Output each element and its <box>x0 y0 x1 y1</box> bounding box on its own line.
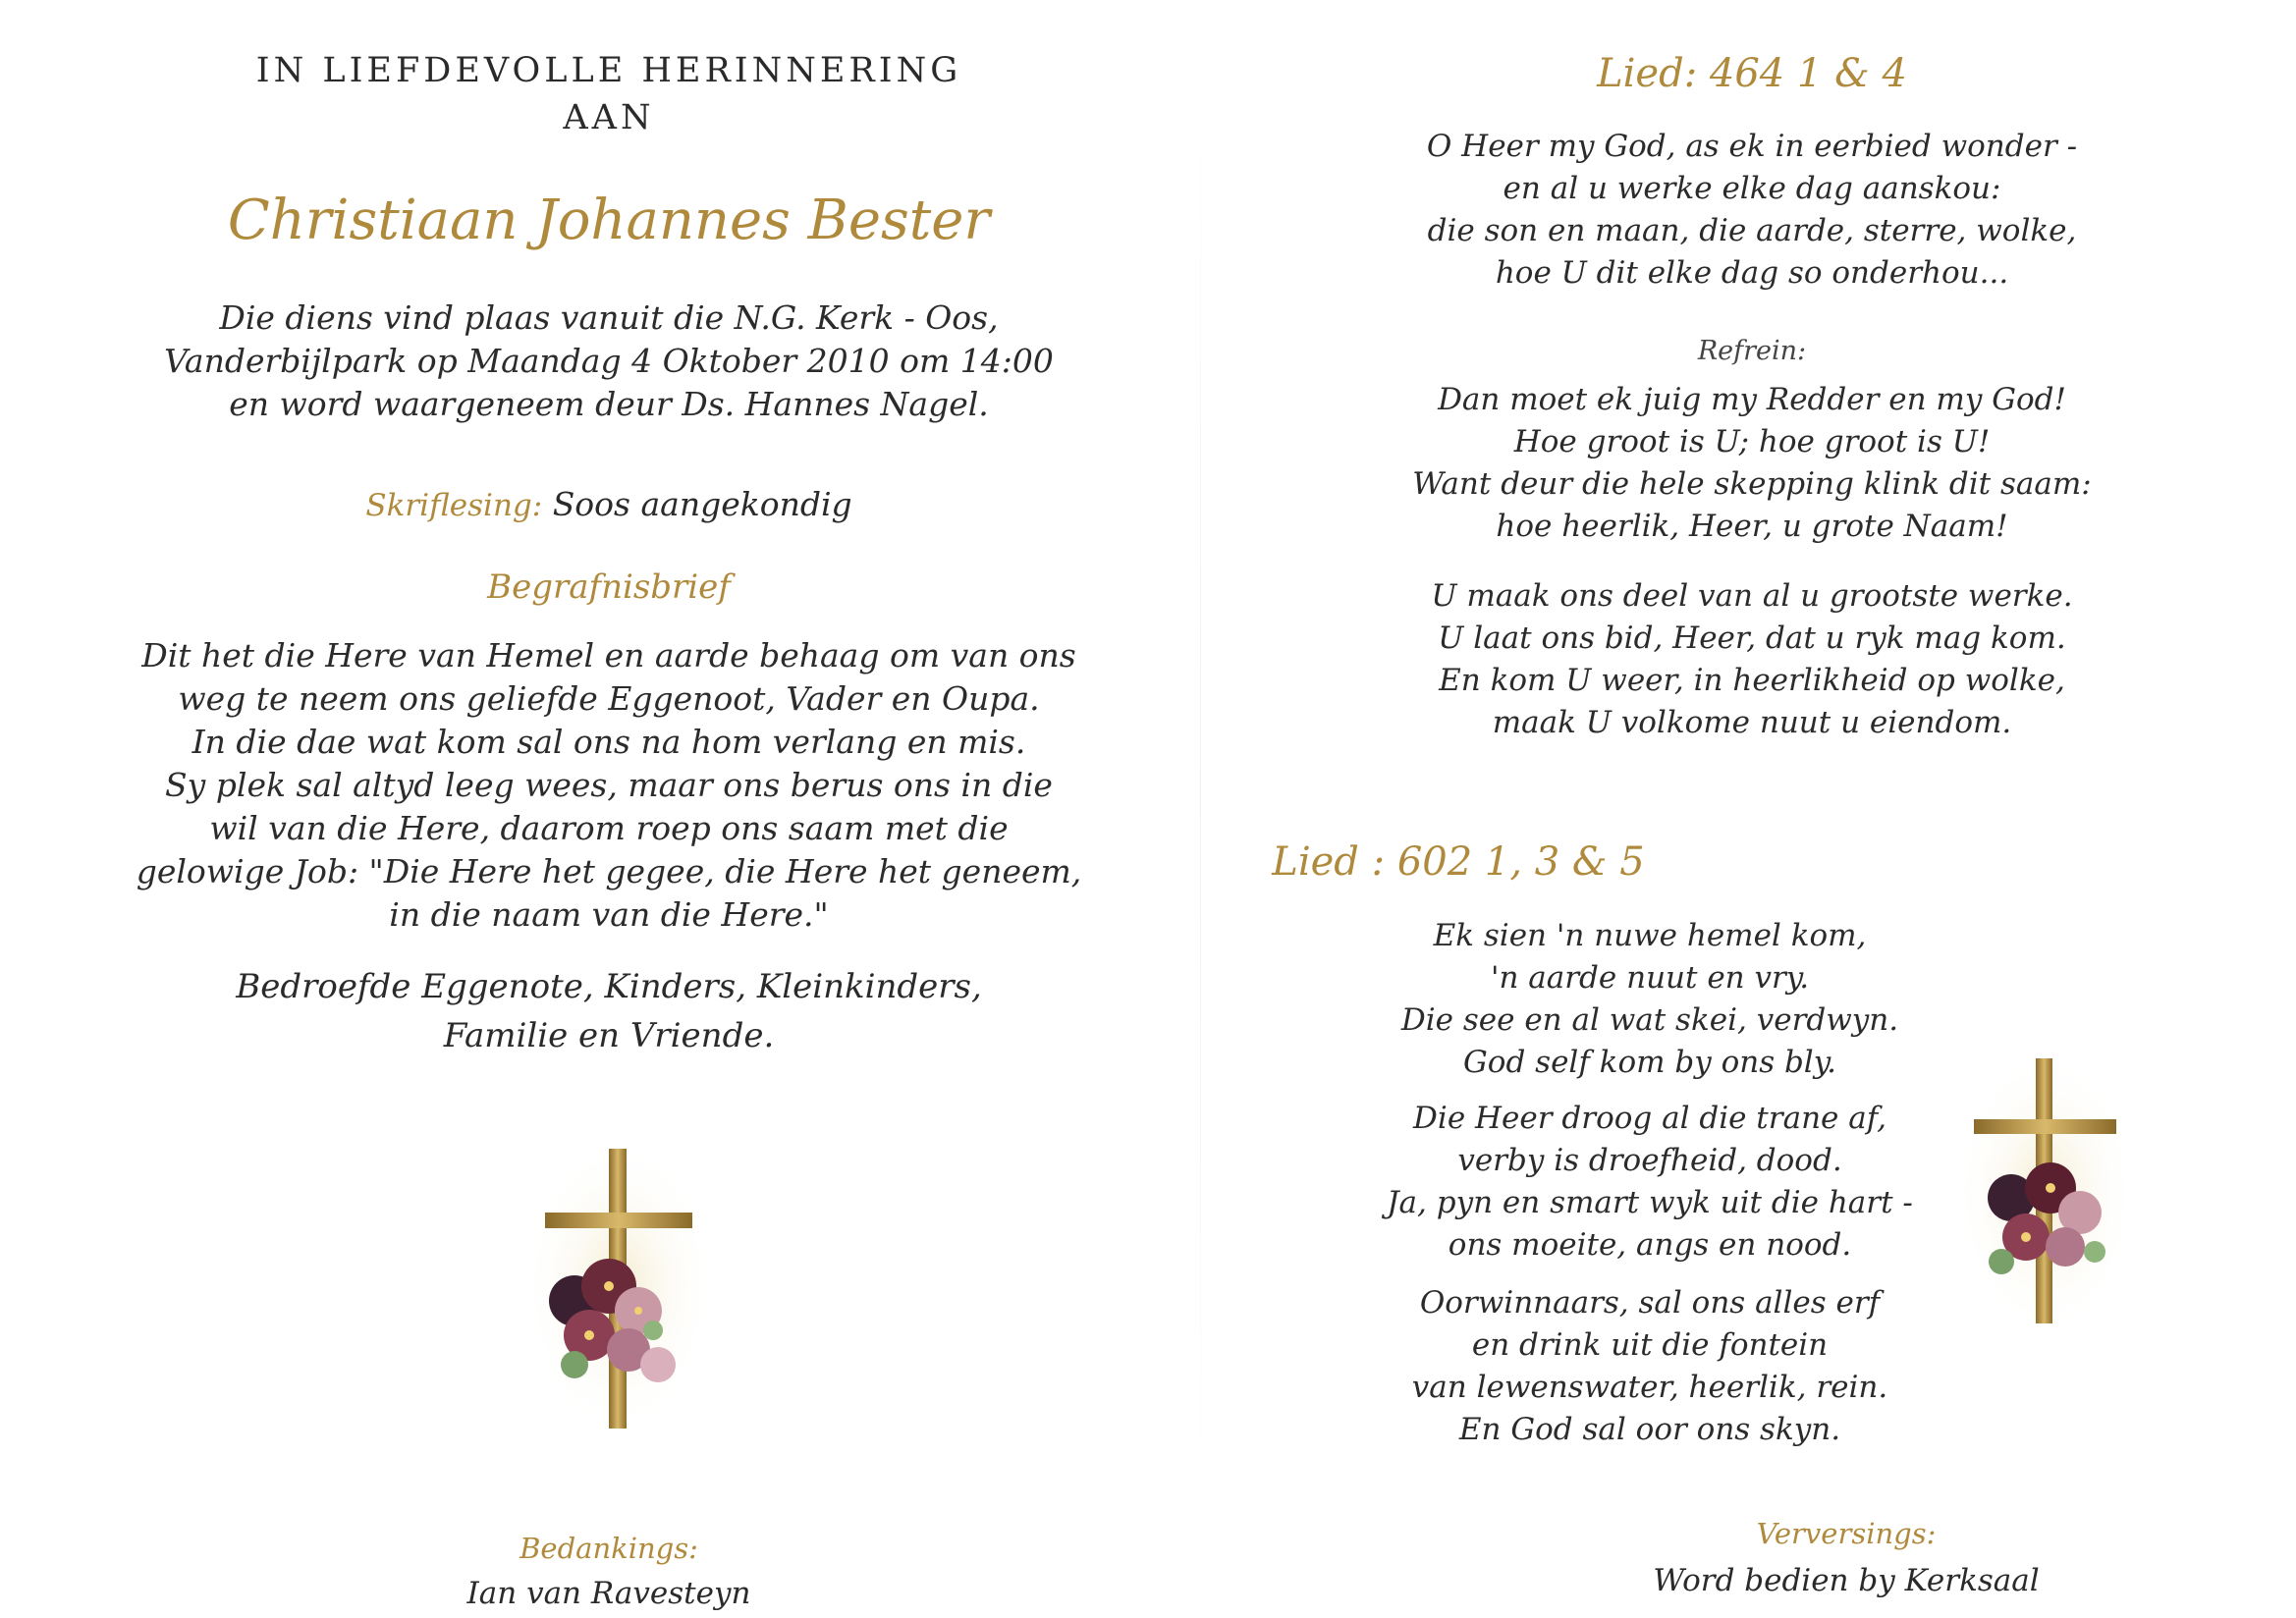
hymn-1-verse-1 <box>1208 126 2296 295</box>
verse-line: Die see en al wat skei, verdwyn. <box>1400 1002 1899 1038</box>
verse-line: verby is droefheid, dood. <box>1457 1143 1842 1178</box>
deceased-name: Christiaan Johannes Bester <box>227 189 991 252</box>
verse-line: Ek sien 'n nuwe hemel kom, <box>1433 918 1867 953</box>
letter-line: In die dae wat kom sal ons na hom verlang en mis. <box>191 723 1026 761</box>
verse-line: 'n aarde nuut en vry. <box>1490 960 1810 996</box>
thanks-label: Bedankings: <box>519 1532 698 1565</box>
verse-line: U maak ons deel van al u grootste werke. <box>1431 578 2073 614</box>
service-details <box>0 297 1218 426</box>
scripture-reading <box>0 485 1218 523</box>
verse-line: Want deur die hele skepping klink dit saam: <box>1412 466 2092 502</box>
service-line: en word waargeneem deur Ds. Hannes Nagel. <box>229 385 989 423</box>
letter-body <box>0 634 1218 937</box>
verse-line: en drink uit die fontein <box>1471 1327 1829 1363</box>
verse-line: Dan moet ek juig my Redder en my God! <box>1438 382 2066 417</box>
verse-line: van lewenswater, heerlik, rein. <box>1411 1370 1888 1405</box>
refreshments-label: Verversings: <box>1756 1517 1937 1550</box>
hymn-1-title: Lied: 464 1 & 4 <box>1597 51 1907 96</box>
scripture-value: Soos aangekondig <box>552 485 852 523</box>
service-line: Die diens vind plaas vanuit die N.G. Kerk - Oos, <box>219 298 999 337</box>
letter-signature <box>0 962 1218 1060</box>
cross-flowers-icon <box>1952 1051 2139 1335</box>
scripture-label: Skriflesing: <box>365 488 543 523</box>
verse-line: En God sal oor ons skyn. <box>1458 1412 1841 1447</box>
hymn-1-verse-4 <box>1208 575 2296 744</box>
thanks-name: Ian van Ravesteyn <box>466 1576 751 1611</box>
verse-line: hoe U dit elke dag so onderhou... <box>1495 255 2009 291</box>
signature-line: Bedroefde Eggenote, Kinders, Kleinkinders, <box>236 967 982 1006</box>
service-line: Vanderbijlpark op Maandag 4 Oktober 2010 om 14:00 <box>164 342 1054 380</box>
verse-line: O Heer my God, as ek in eerbied wonder - <box>1426 129 2078 164</box>
refrain-label: Refrein: <box>1697 336 1807 366</box>
verse-line: Die Heer droog al die trane af, <box>1413 1101 1886 1136</box>
verse-line: U laat ons bid, Heer, dat u ryk mag kom. <box>1438 620 2066 656</box>
letter-line: Dit het die Here van Hemel en aarde behaag om van ons <box>141 636 1076 674</box>
letter-line: weg te neem ons geliefde Eggenoot, Vader en Oupa. <box>178 679 1040 718</box>
verse-line: maak U volkome nuut u eiendom. <box>1492 705 2012 740</box>
verse-line: ons moeite, angs en nood. <box>1448 1227 1852 1263</box>
letter-title: Begrafnisbrief <box>487 567 731 607</box>
verse-line: en al u werke elke dag aanskou: <box>1503 171 2001 206</box>
hymn-1-refrain <box>1208 379 2296 548</box>
verse-line: Hoe groot is U; hoe groot is U! <box>1513 424 1991 459</box>
letter-line: gelowige Job: "Die Here het gegee, die Here het geneem, <box>136 852 1082 890</box>
refreshments-text: Word bedien by Kerksaal <box>1653 1563 2040 1598</box>
letter-line: in die naam van die Here." <box>389 895 829 934</box>
verse-line: Ja, pyn en smart wyk uit die hart - <box>1387 1185 1913 1220</box>
verse-line: God self kom by ons bly. <box>1463 1045 1836 1080</box>
verse-line: die son en maan, die aarde, sterre, wolke, <box>1427 213 2077 248</box>
header-line-1: IN LIEFDEVOLLE HERINNERING <box>255 51 962 90</box>
verse-line: Oorwinnaars, sal ons alles erf <box>1419 1285 1881 1321</box>
verse-line: hoe heerlik, Heer, u grote Naam! <box>1496 509 2008 544</box>
verse-line: En kom U weer, in heerlikheid op wolke, <box>1439 663 2065 698</box>
letter-line: Sy plek sal altyd leeg wees, maar ons berus ons in die <box>165 766 1053 804</box>
cross-flowers-icon <box>520 1139 717 1443</box>
signature-line: Familie en Vriende. <box>443 1016 775 1055</box>
hymn-2-title: Lied : 602 1, 3 & 5 <box>1272 839 1645 885</box>
header-line-2: AAN <box>563 98 655 137</box>
letter-line: wil van die Here, daarom roep ons saam met die <box>209 809 1009 847</box>
